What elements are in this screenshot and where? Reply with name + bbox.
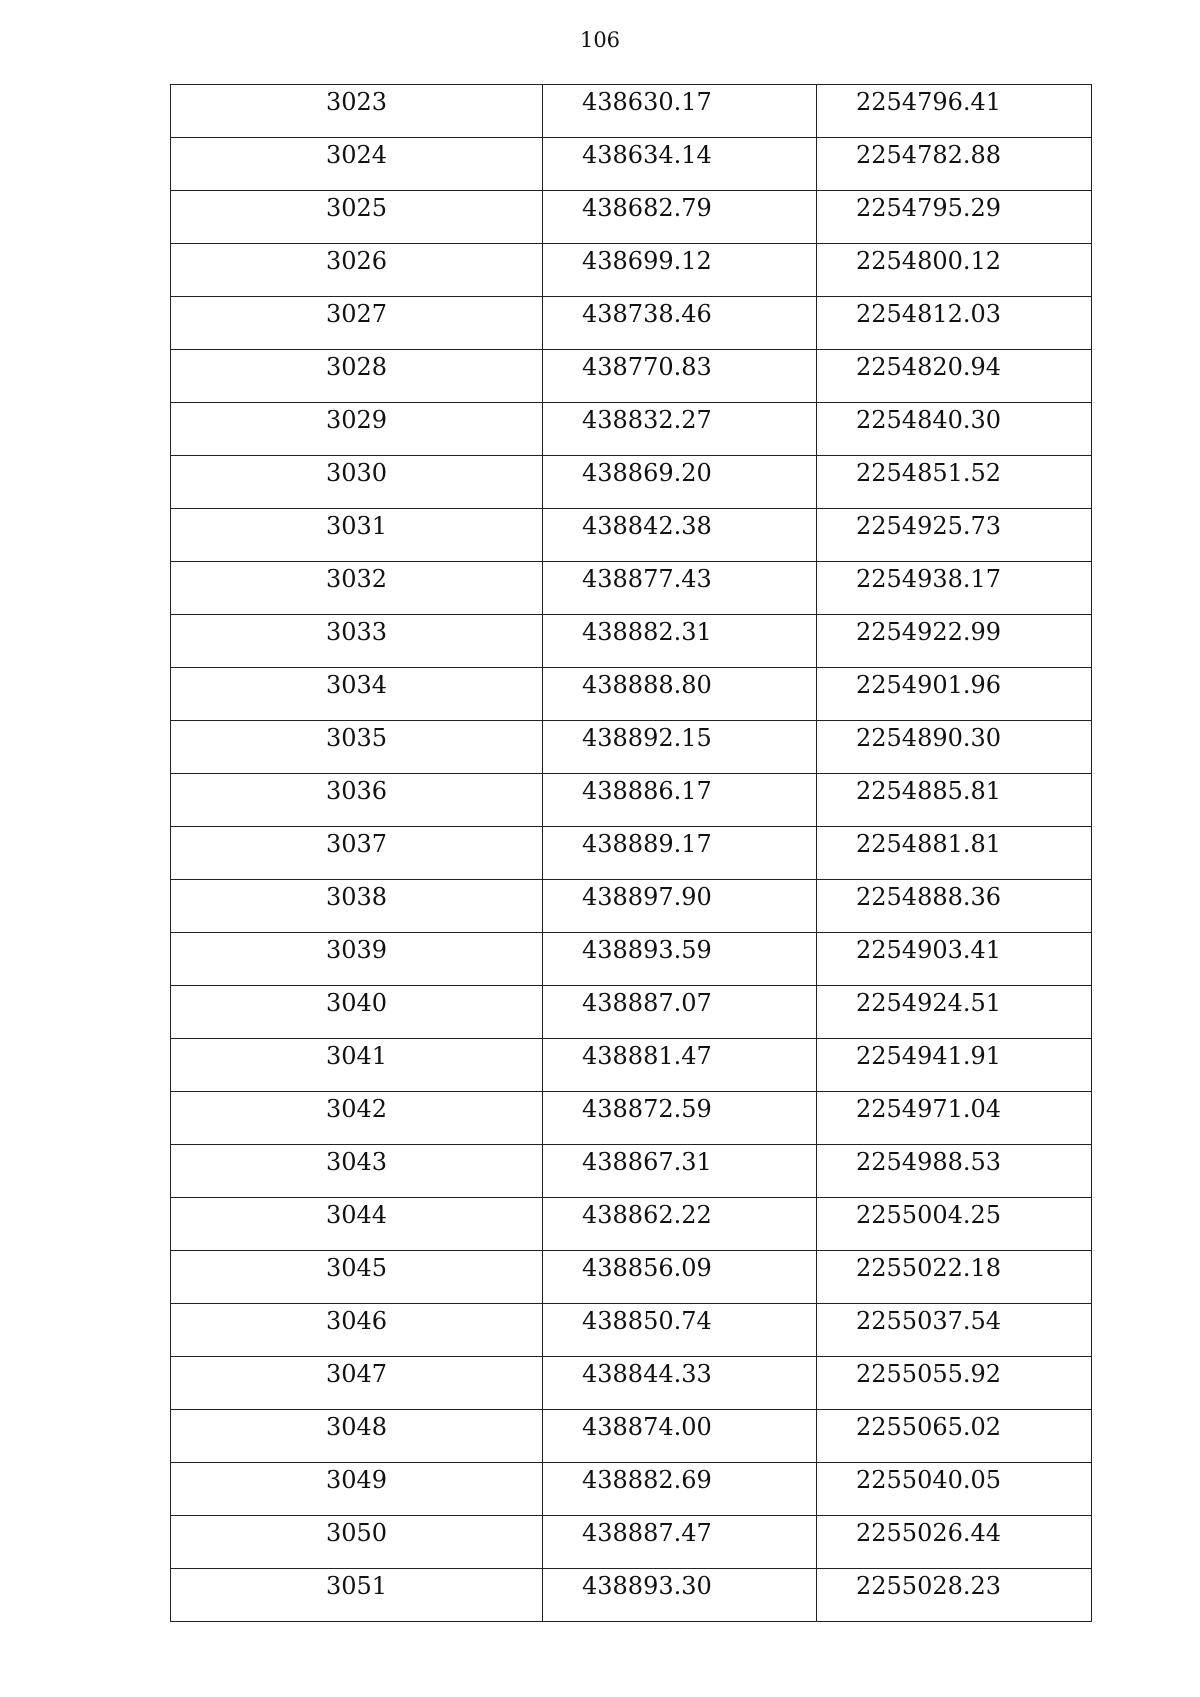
x-coordinate-cell <box>543 933 817 986</box>
table-row <box>171 85 1092 138</box>
x-coordinate-cell <box>543 350 817 403</box>
y-coordinate-cell-text: 2254925.73 <box>856 512 1002 540</box>
x-coordinate-cell <box>543 403 817 456</box>
y-coordinate-cell <box>817 191 1092 244</box>
point-id-cell-text: 3042 <box>325 1095 388 1123</box>
y-coordinate-cell-text: 2254924.51 <box>856 989 1002 1017</box>
table-row <box>171 1463 1092 1516</box>
point-id-cell <box>171 615 543 668</box>
table-row <box>171 350 1092 403</box>
point-id-cell <box>171 933 543 986</box>
y-coordinate-cell <box>817 350 1092 403</box>
point-id-cell-text: 3047 <box>325 1360 388 1388</box>
table-row <box>171 668 1092 721</box>
y-coordinate-cell <box>817 933 1092 986</box>
table-row <box>171 1198 1092 1251</box>
point-id-cell-text: 3034 <box>325 671 388 699</box>
y-coordinate-cell <box>817 1145 1092 1198</box>
y-coordinate-cell <box>817 138 1092 191</box>
y-coordinate-cell <box>817 1357 1092 1410</box>
point-id-cell <box>171 986 543 1039</box>
point-id-cell <box>171 509 543 562</box>
x-coordinate-cell-text: 438893.30 <box>582 1572 712 1600</box>
x-coordinate-cell <box>543 1304 817 1357</box>
point-id-cell-text: 3045 <box>325 1254 388 1282</box>
point-id-cell <box>171 562 543 615</box>
y-coordinate-cell <box>817 827 1092 880</box>
y-coordinate-cell <box>817 774 1092 827</box>
x-coordinate-cell <box>543 1251 817 1304</box>
x-coordinate-cell <box>543 191 817 244</box>
point-id-cell-text: 3029 <box>325 406 388 434</box>
point-id-cell-text: 3028 <box>325 353 388 381</box>
x-coordinate-cell-text: 438856.09 <box>582 1254 712 1282</box>
x-coordinate-cell <box>543 1516 817 1569</box>
x-coordinate-cell <box>543 562 817 615</box>
x-coordinate-cell-text: 438888.80 <box>582 671 712 699</box>
y-coordinate-cell <box>817 1569 1092 1622</box>
point-id-cell-text: 3037 <box>325 830 388 858</box>
x-coordinate-cell-text: 438887.07 <box>582 989 712 1017</box>
x-coordinate-cell-text: 438867.31 <box>582 1148 712 1176</box>
point-id-cell <box>171 1145 543 1198</box>
point-id-cell <box>171 1304 543 1357</box>
point-id-cell-text: 3050 <box>325 1519 388 1547</box>
point-id-cell-text: 3048 <box>325 1413 388 1441</box>
y-coordinate-cell <box>817 562 1092 615</box>
y-coordinate-cell <box>817 85 1092 138</box>
x-coordinate-cell-text: 438892.15 <box>582 724 712 752</box>
point-id-cell-text: 3024 <box>325 141 388 169</box>
point-id-cell <box>171 1251 543 1304</box>
y-coordinate-cell <box>817 509 1092 562</box>
y-coordinate-cell-text: 2254800.12 <box>856 247 1002 275</box>
y-coordinate-cell <box>817 986 1092 1039</box>
y-coordinate-cell-text: 2254795.29 <box>856 194 1002 222</box>
table-row <box>171 1410 1092 1463</box>
point-id-cell-text: 3026 <box>325 247 388 275</box>
x-coordinate-cell-text: 438842.38 <box>582 512 712 540</box>
point-id-cell-text: 3046 <box>325 1307 388 1335</box>
table-row <box>171 1092 1092 1145</box>
point-id-cell-text: 3044 <box>325 1201 388 1229</box>
point-id-cell <box>171 350 543 403</box>
x-coordinate-cell-text: 438832.27 <box>582 406 712 434</box>
y-coordinate-cell-text: 2254938.17 <box>856 565 1002 593</box>
x-coordinate-cell-text: 438682.79 <box>582 194 712 222</box>
y-coordinate-cell-text: 2254922.99 <box>856 618 1002 646</box>
y-coordinate-cell <box>817 403 1092 456</box>
point-id-cell-text: 3041 <box>325 1042 388 1070</box>
point-id-cell-text: 3038 <box>325 883 388 911</box>
table-body <box>171 85 1092 1622</box>
x-coordinate-cell <box>543 456 817 509</box>
y-coordinate-cell-text: 2254812.03 <box>856 300 1002 328</box>
x-coordinate-cell <box>543 774 817 827</box>
x-coordinate-cell-text: 438893.59 <box>582 936 712 964</box>
point-id-cell <box>171 297 543 350</box>
y-coordinate-cell-text: 2254988.53 <box>856 1148 1002 1176</box>
point-id-cell-text: 3039 <box>325 936 388 964</box>
x-coordinate-cell <box>543 986 817 1039</box>
y-coordinate-cell-text: 2255022.18 <box>856 1254 1002 1282</box>
y-coordinate-cell-text: 2254890.30 <box>856 724 1002 752</box>
point-id-cell-text: 3030 <box>325 459 388 487</box>
y-coordinate-cell <box>817 297 1092 350</box>
x-coordinate-cell <box>543 297 817 350</box>
table-row <box>171 615 1092 668</box>
point-id-cell-text: 3032 <box>325 565 388 593</box>
point-id-cell <box>171 1410 543 1463</box>
y-coordinate-cell-text: 2254840.30 <box>856 406 1002 434</box>
table-row <box>171 1569 1092 1622</box>
point-id-cell-text: 3049 <box>325 1466 388 1494</box>
y-coordinate-cell-text: 2255055.92 <box>856 1360 1002 1388</box>
table-row <box>171 403 1092 456</box>
point-id-cell-text: 3036 <box>325 777 388 805</box>
point-id-cell <box>171 880 543 933</box>
y-coordinate-cell-text: 2254901.96 <box>856 671 1002 699</box>
point-id-cell <box>171 403 543 456</box>
table-row <box>171 880 1092 933</box>
x-coordinate-cell <box>543 509 817 562</box>
y-coordinate-cell <box>817 1251 1092 1304</box>
x-coordinate-cell <box>543 1357 817 1410</box>
point-id-cell-text: 3043 <box>325 1148 388 1176</box>
y-coordinate-cell-text: 2254851.52 <box>856 459 1002 487</box>
table-row <box>171 721 1092 774</box>
x-coordinate-cell <box>543 1569 817 1622</box>
point-id-cell <box>171 1516 543 1569</box>
y-coordinate-cell <box>817 1410 1092 1463</box>
y-coordinate-cell-text: 2255004.25 <box>856 1201 1002 1229</box>
point-id-cell-text: 3027 <box>325 300 388 328</box>
x-coordinate-cell <box>543 1092 817 1145</box>
x-coordinate-cell <box>543 138 817 191</box>
y-coordinate-cell-text: 2254881.81 <box>856 830 1002 858</box>
x-coordinate-cell-text: 438874.00 <box>582 1413 712 1441</box>
point-id-cell-text: 3051 <box>325 1572 388 1600</box>
point-id-cell <box>171 721 543 774</box>
table-row <box>171 138 1092 191</box>
y-coordinate-cell-text: 2254796.41 <box>856 88 1002 116</box>
x-coordinate-cell-text: 438889.17 <box>582 830 712 858</box>
point-id-cell-text: 3033 <box>325 618 388 646</box>
point-id-cell <box>171 1569 543 1622</box>
x-coordinate-cell-text: 438738.46 <box>582 300 712 328</box>
point-id-cell-text: 3023 <box>325 88 388 116</box>
point-id-cell <box>171 244 543 297</box>
point-id-cell <box>171 138 543 191</box>
y-coordinate-cell-text: 2254782.88 <box>856 141 1002 169</box>
y-coordinate-cell <box>817 1198 1092 1251</box>
table-row <box>171 1357 1092 1410</box>
point-id-cell-text: 3040 <box>325 989 388 1017</box>
y-coordinate-cell <box>817 244 1092 297</box>
x-coordinate-cell-text: 438882.69 <box>582 1466 712 1494</box>
table-row <box>171 986 1092 1039</box>
y-coordinate-cell <box>817 1463 1092 1516</box>
x-coordinate-cell <box>543 1145 817 1198</box>
y-coordinate-cell-text: 2255037.54 <box>856 1307 1002 1335</box>
y-coordinate-cell <box>817 668 1092 721</box>
y-coordinate-cell-text: 2255065.02 <box>856 1413 1002 1441</box>
x-coordinate-cell-text: 438844.33 <box>582 1360 712 1388</box>
y-coordinate-cell-text: 2254903.41 <box>856 936 1002 964</box>
x-coordinate-cell <box>543 1463 817 1516</box>
y-coordinate-cell-text: 2254971.04 <box>856 1095 1002 1123</box>
x-coordinate-cell <box>543 244 817 297</box>
table-row <box>171 191 1092 244</box>
table-row <box>171 827 1092 880</box>
y-coordinate-cell <box>817 721 1092 774</box>
x-coordinate-cell <box>543 1198 817 1251</box>
point-id-cell <box>171 1092 543 1145</box>
point-id-cell <box>171 1198 543 1251</box>
point-id-cell-text: 3035 <box>325 724 388 752</box>
point-id-cell <box>171 85 543 138</box>
x-coordinate-cell-text: 438699.12 <box>582 247 712 275</box>
y-coordinate-cell-text: 2255040.05 <box>856 1466 1002 1494</box>
x-coordinate-cell-text: 438886.17 <box>582 777 712 805</box>
page-number: 106 <box>579 28 621 52</box>
point-id-cell <box>171 1463 543 1516</box>
table-row <box>171 297 1092 350</box>
point-id-cell <box>171 774 543 827</box>
table-row <box>171 1304 1092 1357</box>
point-id-cell <box>171 668 543 721</box>
point-id-cell <box>171 456 543 509</box>
y-coordinate-cell <box>817 615 1092 668</box>
x-coordinate-cell-text: 438850.74 <box>582 1307 712 1335</box>
point-id-cell <box>171 1039 543 1092</box>
table-row <box>171 1251 1092 1304</box>
x-coordinate-cell <box>543 827 817 880</box>
coordinates-table <box>170 84 1092 1622</box>
x-coordinate-cell <box>543 615 817 668</box>
y-coordinate-cell <box>817 1516 1092 1569</box>
table-row <box>171 244 1092 297</box>
x-coordinate-cell-text: 438881.47 <box>582 1042 712 1070</box>
x-coordinate-cell <box>543 1039 817 1092</box>
y-coordinate-cell-text: 2254888.36 <box>856 883 1002 911</box>
table-row <box>171 774 1092 827</box>
y-coordinate-cell-text: 2254941.91 <box>856 1042 1002 1070</box>
y-coordinate-cell-text: 2254820.94 <box>856 353 1002 381</box>
table-row <box>171 1145 1092 1198</box>
x-coordinate-cell-text: 438882.31 <box>582 618 712 646</box>
x-coordinate-cell-text: 438770.83 <box>582 353 712 381</box>
point-id-cell <box>171 1357 543 1410</box>
y-coordinate-cell <box>817 1039 1092 1092</box>
y-coordinate-cell-text: 2255026.44 <box>856 1519 1002 1547</box>
x-coordinate-cell <box>543 1410 817 1463</box>
table-row <box>171 562 1092 615</box>
x-coordinate-cell <box>543 668 817 721</box>
x-coordinate-cell <box>543 85 817 138</box>
y-coordinate-cell <box>817 456 1092 509</box>
x-coordinate-cell-text: 438862.22 <box>582 1201 712 1229</box>
x-coordinate-cell-text: 438630.17 <box>582 88 712 116</box>
x-coordinate-cell <box>543 721 817 774</box>
x-coordinate-cell-text: 438872.59 <box>582 1095 712 1123</box>
point-id-cell <box>171 827 543 880</box>
x-coordinate-cell-text: 438897.90 <box>582 883 712 911</box>
point-id-cell <box>171 191 543 244</box>
x-coordinate-cell-text: 438887.47 <box>582 1519 712 1547</box>
x-coordinate-cell-text: 438869.20 <box>582 459 712 487</box>
point-id-cell-text: 3031 <box>325 512 388 540</box>
y-coordinate-cell-text: 2254885.81 <box>856 777 1002 805</box>
x-coordinate-cell-text: 438877.43 <box>582 565 712 593</box>
y-coordinate-cell-text: 2255028.23 <box>856 1572 1002 1600</box>
y-coordinate-cell <box>817 1304 1092 1357</box>
table-row <box>171 456 1092 509</box>
x-coordinate-cell-text: 438634.14 <box>582 141 712 169</box>
point-id-cell-text: 3025 <box>325 194 388 222</box>
table-row <box>171 509 1092 562</box>
table-row <box>171 1039 1092 1092</box>
x-coordinate-cell <box>543 880 817 933</box>
table-row <box>171 1516 1092 1569</box>
y-coordinate-cell <box>817 1092 1092 1145</box>
table-row <box>171 933 1092 986</box>
y-coordinate-cell <box>817 880 1092 933</box>
